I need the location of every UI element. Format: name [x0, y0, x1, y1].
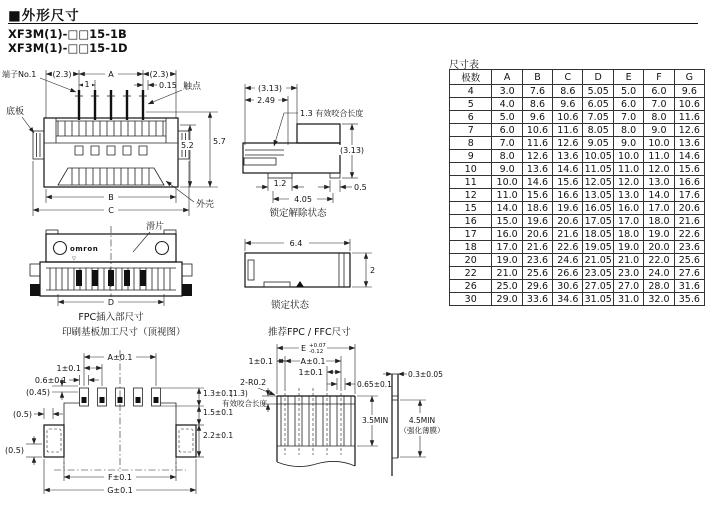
- table-cell: 4: [450, 85, 492, 98]
- table-cell: 12.6: [674, 124, 704, 137]
- table-cell: 22: [450, 267, 492, 280]
- table-cell: 19.05: [584, 241, 612, 253]
- dim-top-d: D: [107, 298, 115, 307]
- dim-fpc-13: (1.3): [230, 389, 248, 398]
- size-table: [449, 69, 705, 306]
- table-cell: 15.6: [522, 189, 552, 202]
- table-row: [450, 176, 705, 189]
- table-cell: 10.0: [613, 150, 643, 163]
- table-cell: 29.6: [522, 280, 552, 293]
- table-cell: 20.6: [522, 228, 552, 241]
- table-cell: 17.0: [644, 202, 674, 215]
- table-cell: 19.0: [492, 254, 522, 267]
- col-header-E: E: [613, 70, 643, 85]
- table-cell: 7.0: [492, 137, 522, 150]
- table-cell: 14.6: [522, 176, 552, 189]
- dim-pcb-22: 2.2±0.1: [203, 431, 234, 440]
- table-cell: 18.05: [584, 228, 612, 240]
- table-cell: 17.6: [674, 189, 704, 202]
- terminal-no1-label: 端子No.1: [2, 70, 37, 79]
- dim-pcb-06: 0.6±0.1: [34, 376, 67, 385]
- table-cell: 31.05: [584, 293, 612, 305]
- table-row: [450, 150, 705, 163]
- table-cell: 9.6: [674, 85, 704, 98]
- table-cell: 26.6: [553, 267, 583, 280]
- col-header-C: C: [553, 70, 583, 85]
- table-cell: 21.05: [584, 254, 612, 266]
- table-cell: 26: [450, 280, 492, 293]
- table-cell: 33.6: [522, 293, 552, 306]
- table-cell: 8.0: [613, 124, 643, 137]
- table-cell: 13.6: [674, 137, 704, 150]
- table-cell: 3.0: [492, 85, 522, 98]
- table-cell: 16.0: [613, 202, 643, 215]
- table-row: [450, 254, 705, 267]
- table-row: [450, 98, 705, 111]
- table-cell: 18.6: [522, 202, 552, 215]
- dim-pcb-1: 1±0.1: [56, 364, 81, 373]
- page-title: ■外形尺寸: [8, 8, 80, 24]
- dim-fpc-45min: 4.5MIN: [408, 416, 436, 425]
- dim-pcb-g: G±0.1: [107, 486, 133, 495]
- dim-fpc-35min: 3.5MIN: [362, 416, 389, 425]
- table-cell: 4.0: [492, 98, 522, 111]
- table-cell: 13.0: [613, 189, 643, 202]
- table-cell: 20: [450, 254, 492, 267]
- fpc-caption: 推荐FPC / FFC尺寸: [268, 327, 351, 338]
- fpc-film-label: （强化薄膜）: [399, 426, 445, 435]
- contact-label: 触点: [183, 82, 202, 92]
- table-cell: 15.6: [674, 163, 704, 176]
- table-row: [450, 137, 705, 150]
- dim-front-right-23: (2.3): [149, 70, 169, 79]
- dim-pcb-15: 1.5±0.1: [203, 408, 234, 417]
- dim-lock-64: 6.4: [289, 239, 303, 248]
- table-cell: 5.0: [613, 85, 643, 98]
- table-cell: 10.0: [492, 176, 522, 189]
- dim-fpc-a: A±0.1: [300, 357, 326, 366]
- table-cell: 11.0: [644, 150, 674, 163]
- dim-lock-2: 2: [370, 266, 376, 275]
- table-cell: 15.0: [492, 215, 522, 228]
- dim-pcb-f: F±0.1: [107, 473, 133, 482]
- table-cell: 18.0: [644, 215, 674, 228]
- table-cell: 5.05: [583, 85, 613, 98]
- table-row: [450, 293, 705, 306]
- dim-rel-12: 1.2: [273, 179, 287, 188]
- table-cell: 19.0: [613, 241, 643, 254]
- table-cell: 10.6: [674, 98, 704, 111]
- table-row: [450, 189, 705, 202]
- table-cell: 16.0: [492, 228, 522, 241]
- dim-rel-405: 4.05: [294, 195, 312, 204]
- model-number-1b: XF3M(1)-□□15-1B: [8, 27, 127, 41]
- table-cell: 25.6: [522, 267, 552, 280]
- dim-fpc-1left: 1±0.1: [248, 357, 273, 366]
- dim-rel-249: 2.49: [257, 96, 275, 105]
- table-cell: 17: [450, 228, 492, 241]
- table-cell: 11.6: [522, 137, 552, 150]
- size-table-container: [449, 69, 705, 306]
- dim-rel-313-right: (3.13): [339, 146, 365, 155]
- dim-front-52: 5.2: [181, 141, 194, 150]
- table-cell: 12: [450, 189, 492, 202]
- table-cell: 13.05: [584, 189, 612, 201]
- side-view-locked: [245, 238, 375, 311]
- dim-pcb-05h: (0.5): [13, 410, 32, 419]
- table-cell: 16.6: [553, 189, 583, 202]
- table-cell: 24.6: [553, 254, 583, 267]
- table-cell: 7: [450, 124, 492, 137]
- table-cell: 8: [450, 137, 492, 150]
- table-cell: 20.6: [553, 215, 583, 228]
- table-cell: 9.05: [583, 137, 613, 150]
- table-cell: 27.6: [674, 267, 704, 280]
- table-cell: 14.0: [492, 202, 522, 215]
- table-cell: 8.6: [553, 85, 583, 98]
- table-cell: 10.0: [644, 137, 674, 150]
- col-header-B: B: [522, 70, 552, 85]
- table-row: [450, 202, 705, 215]
- table-cell: 10.6: [553, 111, 583, 124]
- dim-pcb-045: (0.45): [25, 388, 50, 397]
- dim-rel-engage: 1.3 有效咬合长度: [300, 109, 364, 118]
- dim-fpc-e-minus: -0.12: [309, 349, 324, 355]
- table-cell: 9.6: [522, 111, 552, 124]
- table-cell: 14.0: [644, 189, 674, 202]
- slider-label: 滑片: [146, 222, 165, 232]
- table-row: [450, 111, 705, 124]
- table-cell: 9: [450, 150, 492, 163]
- front-terminals: [75, 90, 147, 120]
- size-table-title: 尺寸表: [449, 60, 479, 71]
- table-cell: 16.05: [584, 202, 612, 214]
- table-cell: 30.6: [553, 280, 583, 293]
- dim-fpc-e-plus: +0.07: [309, 343, 326, 349]
- dim-front-left-23: (2.3): [52, 70, 72, 79]
- table-cell: 19.6: [522, 215, 552, 228]
- table-cell: 6.0: [613, 98, 643, 111]
- col-header-A: A: [492, 70, 522, 85]
- table-row: [450, 163, 705, 176]
- table-cell: 21.6: [522, 241, 552, 254]
- table-row: [450, 124, 705, 137]
- logo-mark: ▽: [72, 256, 76, 262]
- table-cell: 7.0: [644, 98, 674, 111]
- col-header-极数: 极数: [450, 70, 492, 85]
- size-table-head: [450, 70, 705, 85]
- locked-caption: 锁定状态: [270, 300, 310, 311]
- table-cell: 19.0: [644, 228, 674, 241]
- table-cell: 31.0: [613, 293, 643, 306]
- table-cell: 11.0: [613, 163, 643, 176]
- dim-pcb-13: 1.3±0.1: [203, 389, 234, 398]
- table-cell: 8.0: [644, 111, 674, 124]
- table-cell: 15.6: [553, 176, 583, 189]
- table-cell: 11.6: [553, 124, 583, 137]
- dim-front-pitch: 1: [84, 80, 90, 89]
- table-row: [450, 241, 705, 254]
- col-header-G: G: [674, 70, 704, 85]
- table-cell: 17.05: [584, 215, 612, 227]
- table-row: [450, 228, 705, 241]
- table-cell: 12.6: [553, 137, 583, 150]
- table-cell: 15: [450, 202, 492, 215]
- pcb-pattern-view: [5, 326, 233, 495]
- table-cell: 35.6: [674, 293, 704, 306]
- side-view-lock-released: [243, 83, 368, 219]
- base-plate-label: 底板: [6, 107, 25, 117]
- table-row: [450, 280, 705, 293]
- table-cell: 6.0: [644, 85, 674, 98]
- table-cell: 18: [450, 241, 492, 254]
- table-cell: 31.6: [674, 280, 704, 293]
- fpc-engage-label: 有效咬合长度: [222, 399, 267, 408]
- table-cell: 14.6: [674, 150, 704, 163]
- table-cell: 12.0: [613, 176, 643, 189]
- table-cell: 6.05: [583, 98, 613, 111]
- table-cell: 12.6: [522, 150, 552, 163]
- table-cell: 21.6: [674, 215, 704, 228]
- table-cell: 11: [450, 176, 492, 189]
- table-cell: 30: [450, 293, 492, 306]
- table-cell: 8.0: [492, 150, 522, 163]
- col-header-D: D: [583, 70, 613, 85]
- dim-fpc-065: 0.65±0.1: [357, 380, 392, 389]
- table-cell: 17.0: [613, 215, 643, 228]
- table-cell: 12.0: [644, 163, 674, 176]
- fpc-body: [277, 388, 355, 467]
- dim-fpc-1inner: 1±0.1: [298, 368, 323, 377]
- table-cell: 14.6: [553, 163, 583, 176]
- table-cell: 9.6: [553, 98, 583, 111]
- fpc-insertion-top-view: [30, 220, 192, 323]
- table-cell: 32.0: [644, 293, 674, 306]
- table-cell: 5.0: [492, 111, 522, 124]
- table-cell: 17.0: [492, 241, 522, 254]
- table-cell: 29.0: [492, 293, 522, 306]
- table-cell: 13.6: [522, 163, 552, 176]
- table-cell: 7.0: [613, 111, 643, 124]
- dim-rel-05: 0.5: [354, 183, 367, 192]
- size-table-body: [450, 85, 705, 306]
- table-cell: 11.6: [674, 111, 704, 124]
- dim-front-a: A: [108, 70, 114, 79]
- dim-pcb-05v: (0.5): [5, 446, 24, 455]
- col-header-F: F: [644, 70, 674, 85]
- front-housing: [44, 118, 178, 187]
- table-cell: 27.0: [613, 280, 643, 293]
- dim-rel-313-top: (3.13): [257, 84, 283, 93]
- table-cell: 9.0: [492, 163, 522, 176]
- table-cell: 25.0: [492, 280, 522, 293]
- table-cell: 13.6: [553, 150, 583, 163]
- table-cell: 21.0: [492, 267, 522, 280]
- table-cell: 10: [450, 163, 492, 176]
- table-cell: 23.6: [674, 241, 704, 254]
- dim-fpc-03: 0.3±0.05: [408, 370, 443, 379]
- table-cell: 11.0: [492, 189, 522, 202]
- table-cell: 11.05: [584, 163, 612, 175]
- table-cell: 16: [450, 215, 492, 228]
- omron-logo: omron: [70, 245, 99, 253]
- fpc-ffc-view: [222, 326, 445, 476]
- dim-fpc-e: E: [301, 344, 307, 353]
- dim-front-b: B: [108, 193, 114, 202]
- table-cell: 18.0: [613, 228, 643, 241]
- table-cell: 27.05: [584, 280, 612, 292]
- dim-front-offset: 0.15: [159, 81, 177, 90]
- table-cell: 7.05: [583, 111, 613, 124]
- table-cell: 20.0: [644, 241, 674, 254]
- table-cell: 22.6: [674, 228, 704, 241]
- table-cell: 6.0: [492, 124, 522, 137]
- table-cell: 34.6: [553, 293, 583, 306]
- table-cell: 23.05: [584, 267, 612, 279]
- table-row: [450, 85, 705, 98]
- dim-fpc-2r: 2-R0.2: [240, 378, 267, 387]
- table-cell: 21.6: [553, 228, 583, 241]
- table-cell: 5: [450, 98, 492, 111]
- table-cell: 7.6: [522, 85, 552, 98]
- table-cell: 12.05: [584, 176, 612, 188]
- dim-front-57: 5.7: [213, 137, 226, 146]
- table-cell: 9.0: [613, 137, 643, 150]
- table-cell: 6: [450, 111, 492, 124]
- table-cell: 22.0: [644, 254, 674, 267]
- table-cell: 25.6: [674, 254, 704, 267]
- table-row: [450, 267, 705, 280]
- table-cell: 8.6: [522, 98, 552, 111]
- dim-front-c: C: [108, 206, 114, 215]
- fpc-insertion-caption: FPC插入部尺寸: [78, 312, 144, 323]
- dim-pcb-a: A±0.1: [107, 353, 133, 362]
- lock-released-caption: 锁定解除状态: [269, 208, 327, 219]
- table-cell: 22.6: [553, 241, 583, 254]
- table-cell: 13.0: [644, 176, 674, 189]
- table-cell: 28.0: [644, 280, 674, 293]
- table-cell: 23.6: [522, 254, 552, 267]
- table-cell: 24.0: [644, 267, 674, 280]
- table-cell: 16.6: [674, 176, 704, 189]
- table-cell: 20.6: [674, 202, 704, 215]
- front-view: [2, 69, 226, 216]
- table-cell: 23.0: [613, 267, 643, 280]
- model-number-1d: XF3M(1)-□□15-1D: [8, 41, 128, 55]
- table-cell: 8.05: [583, 124, 613, 137]
- table-cell: 10.05: [584, 150, 612, 162]
- table-cell: 19.6: [553, 202, 583, 215]
- table-cell: 9.0: [644, 124, 674, 137]
- housing-label: 外壳: [196, 200, 215, 210]
- pcb-caption: 印刷基板加工尺寸（顶视图）: [62, 327, 186, 338]
- table-cell: 10.6: [522, 124, 552, 137]
- table-cell: 21.0: [613, 254, 643, 267]
- table-row: [450, 215, 705, 228]
